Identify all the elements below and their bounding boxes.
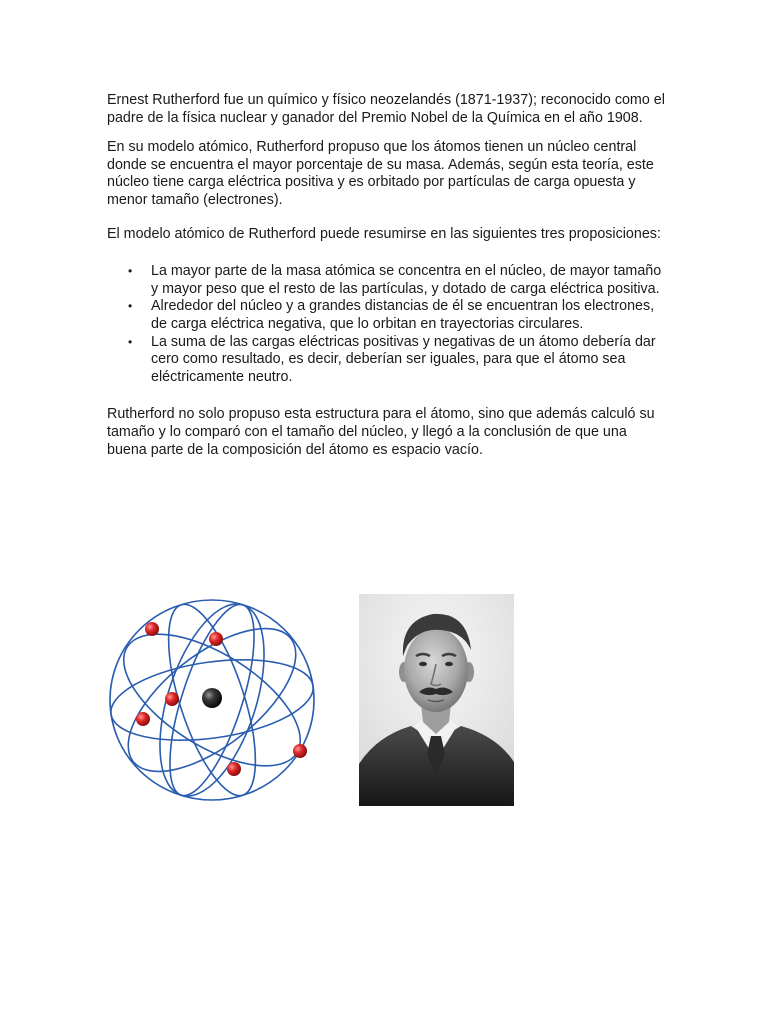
electron <box>136 712 150 726</box>
electron <box>165 692 179 706</box>
electron <box>145 622 159 636</box>
propositions-list <box>107 263 667 386</box>
atom-model-illustration <box>104 596 324 810</box>
text-column <box>107 92 667 459</box>
paragraph-conclusion: Rutherford no solo propuso esta estructura para el átomo, sino que además calculó su tamaño y lo comparó con el tamaño del núcleo, y llegó a la conclusión de que una buena parte de la composición del átomo es espacio vacío. <box>107 406 655 458</box>
bullet-icon: • <box>128 334 133 349</box>
list-item <box>128 298 667 333</box>
list-item <box>128 263 667 298</box>
rutherford-portrait-photo <box>359 594 514 806</box>
list-item-text: La mayor parte de la masa atómica se concentra en el núcleo, de mayor tamaño y mayor peso que el resto de las partículas, y dotado de carga eléctrica positiva. <box>151 263 662 297</box>
list-item-text: Alrededor del núcleo y a grandes distancias de él se encuentran los electrones, de carga eléctrica negativa, que lo orbitan en trayectorias circulares. <box>151 298 655 332</box>
paragraph-propositions-intro: El modelo atómico de Rutherford puede resumirse en las siguientes tres proposiciones: <box>107 225 661 242</box>
electron <box>209 632 223 646</box>
electron <box>227 762 241 776</box>
paragraph-atomic-model: En su modelo atómico, Rutherford propuso que los átomos tienen un núcleo central donde se encuentra el mayor porcentaje de su masa. Además, según esta teoría, este núcleo tiene carga eléctrica positiva y es orbitado por partículas de carga opuesta y menor tamaño (electrones). <box>107 139 654 208</box>
bullet-icon: • <box>128 299 133 314</box>
list-item-text: La suma de las cargas eléctricas positivas y negativas de un átomo debería dar cero como resultado, es decir, deberían ser iguales, para que el átomo sea eléctricamente neutro. <box>151 333 656 385</box>
portrait-image <box>359 594 514 806</box>
nucleus <box>202 688 222 708</box>
bullet-icon: • <box>128 264 133 279</box>
electron <box>293 744 307 758</box>
list-item <box>128 333 667 387</box>
paragraph-intro: Ernest Rutherford fue un químico y físico neozelandés (1871-1937); reconocido como el padre de la física nuclear y ganador del Premio Nobel de la Química en el año 1908. <box>107 92 665 126</box>
